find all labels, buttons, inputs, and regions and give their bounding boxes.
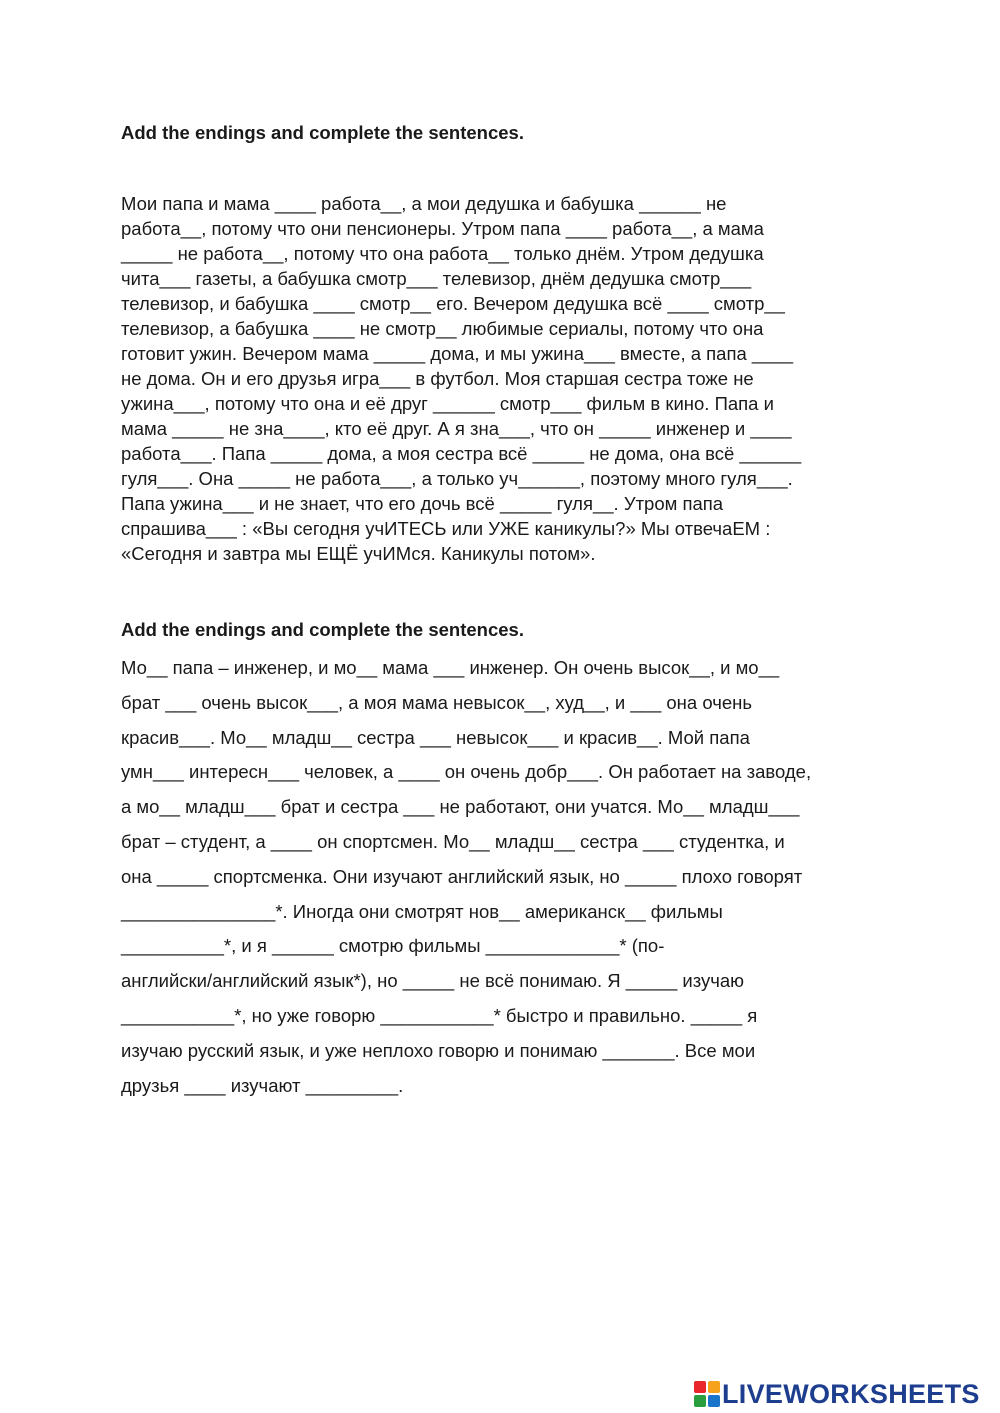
exercise-1-line: ужина___, потому что она и её друг ______ смотр___ фильм в кино. Папа и xyxy=(121,393,774,414)
exercise-1-text xyxy=(121,191,901,566)
exercise-2-line: изучаю русский язык, и уже неплохо говорю и понимаю _______. Все мои xyxy=(121,1039,756,1061)
exercise-2-line: брат ___ очень высок___, а моя мама невысок__, худ__, и ___ она очень xyxy=(121,691,752,713)
exercise-1-line: гуля___. Она _____ не работа___, а только уч______, поэтому много гуля___. xyxy=(121,468,793,489)
exercise-2-line: Мо__ папа – инженер, и мо__ мама ___ инженер. Он очень высок__, и мо__ xyxy=(121,657,780,678)
exercise-1-line: работа___. Папа _____ дома, а моя сестра всё _____ не дома, она всё ______ xyxy=(121,443,802,464)
exercise-2-line: ___________*, но уже говорю ___________* быстро и правильно. _____ я xyxy=(121,1004,758,1026)
exercise-1-line: телевизор, и бабушка ____ смотр__ его. Вечером дедушка всё ____ смотр__ xyxy=(121,293,785,314)
exercise-2-line: а мо__ младш___ брат и сестра ___ не работают, они учатся. Мо__ младш___ xyxy=(121,796,800,818)
logo-text: LIVEWORKSHEETS xyxy=(722,1379,980,1409)
exercise-1-line: готовит ужин. Вечером мама _____ дома, и мы ужина___ вместе, а папа ____ xyxy=(121,343,794,364)
exercise-1-line: мама _____ не зна____, кто её друг. А я зна___, что он _____ инженер и ____ xyxy=(121,418,792,439)
exercise-2-line: она _____ спортсменка. Они изучают английский язык, но _____ плохо говорят xyxy=(121,865,803,887)
exercise-1-line: работа__, потому что они пенсионеры. Утром папа ____ работа__, а мама xyxy=(121,218,764,239)
exercise-2-line: брат – студент, а ____ он спортсмен. Мо__ младш__ сестра ___ студентка, и xyxy=(121,830,785,852)
exercise-1-line: Папа ужина___ и не знает, что его дочь всё _____ гуля__. Утром папа xyxy=(121,493,724,514)
exercise-1-line: спрашива___ : «Вы сегодня учИТЕСЬ или УЖЕ каникулы?» Мы отвечаЕМ : xyxy=(121,518,771,539)
logo-mark-square xyxy=(694,1395,706,1407)
logo-mark-square xyxy=(708,1381,720,1393)
exercise-2-line: английски/английский язык*), но _____ не всё понимаю. Я _____ изучаю xyxy=(121,970,745,992)
logo-mark-icon xyxy=(694,1381,720,1407)
exercise-2-line: красив___. Мо__ младш__ сестра ___ невысок___ и красив__. Мой папа xyxy=(121,726,750,748)
logo-mark-square xyxy=(694,1381,706,1393)
exercise-1-line: «Сегодня и завтра мы ЕЩЁ учИМся. Каникулы потом». xyxy=(121,543,596,564)
liveworksheets-logo xyxy=(694,1377,980,1411)
logo-mark-square xyxy=(708,1395,720,1407)
exercise-1-line: _____ не работа__, потому что она работа__ только днём. Утром дедушка xyxy=(121,243,764,264)
exercise-1-line: Мои папа и мама ____ работа__, а мои дедушка и бабушка ______ не xyxy=(121,193,727,214)
exercise-2-line: друзья ____ изучают _________. xyxy=(121,1074,404,1096)
exercise-1-line: телевизор, а бабушка ____ не смотр__ любимые сериалы, потому что она xyxy=(121,318,764,339)
exercise-2-line: __________*, и я ______ смотрю фильмы _____________* (по- xyxy=(121,935,665,957)
exercise-2-text xyxy=(121,651,901,1103)
exercise-1-line: не дома. Он и его друзья игра___ в футбол. Моя старшая сестра тоже не xyxy=(121,368,754,389)
exercise-2-heading: Add the endings and complete the sentences. xyxy=(121,619,524,640)
exercise-2-line: _______________*. Иногда они смотрят нов__ американск__ фильмы xyxy=(121,900,723,922)
exercise-2-line: умн___ интересн___ человек, а ____ он очень добр___. Он работает на заводе, xyxy=(121,761,812,783)
exercise-1-line: чита___ газеты, а бабушка смотр___ телевизор, днём дедушка смотр___ xyxy=(121,268,752,289)
exercise-1-heading: Add the endings and complete the sentences. xyxy=(121,122,524,143)
